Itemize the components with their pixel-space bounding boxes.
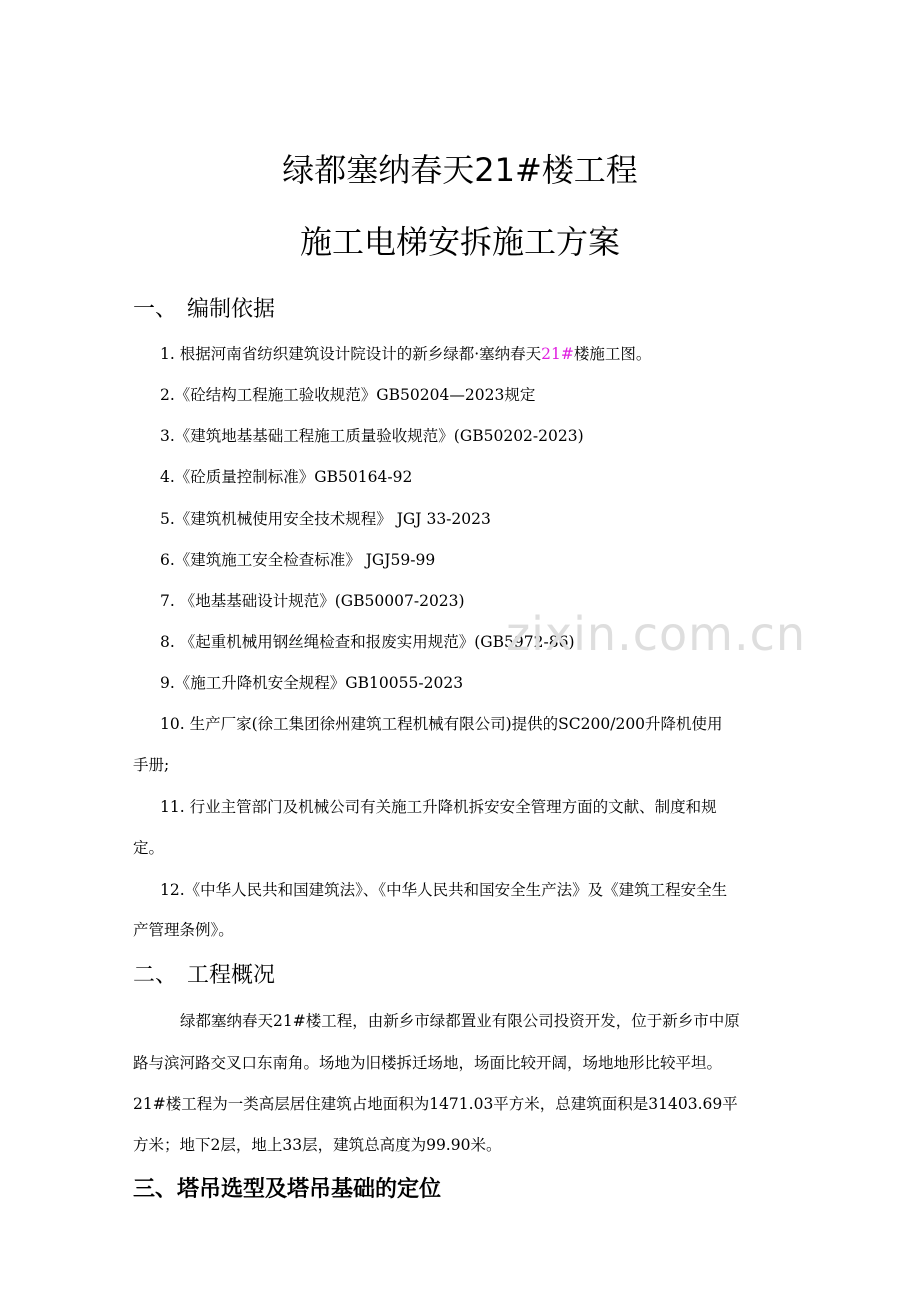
reference-item-8: 8. 《起重机械用钢丝绳检查和报废实用规范》(GB5972-86) [160,633,575,651]
reference-item-10: 10. 生产厂家(徐工集团徐州建筑工程机械有限公司)提供的SC200/200升降机使用 [160,715,723,733]
reference-item-12: 12.《中华人民共和国建筑法》、《中华人民共和国安全生产法》及《建筑工程安全生 [160,881,728,899]
section-2-title: 工程概况 [187,963,276,988]
section-1-heading [133,295,275,325]
reference-item-1-text: 1. 根据河南省纺织建筑设计院设计的新乡绿都·塞纳春天 [160,345,542,363]
reference-item-6: 6.《建筑施工安全检查标准》 JGJ59-99 [160,551,436,569]
section-3-heading: 三、塔吊选型及塔吊基础的定位 [133,1177,442,1202]
reference-item-2: 2.《砼结构工程施工验收规范》GB50204—2023规定 [160,386,536,404]
section-2-heading [133,961,275,991]
reference-item-11: 11. 行业主管部门及机械公司有关施工升降机拆安安全管理方面的文献、制度和规 [160,798,717,816]
reference-item-12-continued: 产管理条例》。 [133,921,234,939]
reference-item-3: 3.《建筑地基基础工程施工质量验收规范》(GB50202-2023) [160,427,584,445]
reference-item-10-continued: 手册; [133,756,170,774]
reference-item-1-suffix: 楼施工图。 [573,345,652,363]
reference-item-4: 4.《砼质量控制标准》GB50164-92 [160,468,413,486]
reference-item-1-highlight: 21# [541,345,574,363]
reference-item-1 [160,343,651,365]
section-1-title: 编制依据 [187,297,276,322]
section-2-number: 二、 [133,963,178,988]
overview-line-3: 21#楼工程为一类高层居住建筑占地面积为1471.03平方米，总建筑面积是31403.69平 [133,1095,738,1113]
document-title-line-1: 绿都塞纳春天21#楼工程 [282,151,638,189]
section-1-number: 一、 [133,297,178,322]
document-title-line-2: 施工电梯安拆施工方案 [299,223,620,261]
watermark: zixin.com.cn [506,607,807,661]
reference-item-11-continued: 定。 [133,839,165,857]
overview-line-2: 路与滨河路交叉口东南角。场地为旧楼拆迁场地，场面比较开阔，场地地形比较平坦。 [133,1054,723,1072]
reference-item-7: 7. 《地基基础设计规范》(GB50007-2023) [160,592,465,610]
overview-line-1: 绿都塞纳春天21#楼工程，由新乡市绿都置业有限公司投资开发，位于新乡市中原 [180,1012,740,1030]
reference-item-5: 5.《建筑机械使用安全技术规程》 JGJ 33-2023 [160,510,491,528]
overview-line-4: 方米；地下2层，地上33层，建筑总高度为99.90米。 [133,1136,502,1154]
reference-item-9: 9.《施工升降机安全规程》GB10055-2023 [160,674,464,692]
